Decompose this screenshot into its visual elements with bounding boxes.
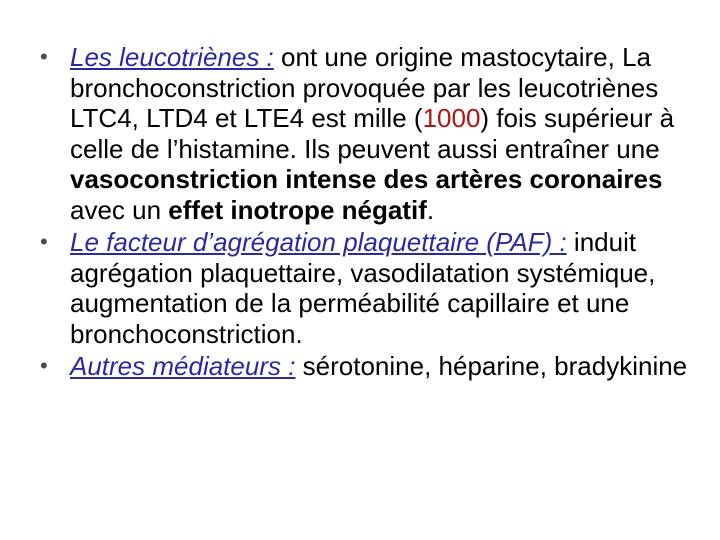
bullet-dot-icon: • xyxy=(40,353,48,378)
bullet-text: sérotonine, héparine, bradykinine xyxy=(295,351,688,381)
bullet-dot-icon: • xyxy=(40,229,48,254)
bullet-paf xyxy=(40,227,690,349)
bullet-leucotrienes xyxy=(40,42,690,225)
bullet-text: ) fois supérieur à celle de l’histamine. Ils peuvent aussi entraîner une xyxy=(70,103,675,164)
bullet-heading: Les leucotriènes : xyxy=(70,42,274,72)
bullet-heading: Le facteur d’agrégation plaquettaire (PAF) : xyxy=(70,227,567,257)
highlight-number: 1000 xyxy=(422,103,481,133)
bullet-text: avec un xyxy=(70,194,169,225)
bullet-text: ont une origine mastocytaire, La bronchoconstriction provoquée par les leucotriènes LTC4, LTD4 et LTE4 est mille ( xyxy=(70,42,659,133)
bullet-list xyxy=(40,42,690,384)
bullet-dot-icon: • xyxy=(40,44,48,69)
bullet-heading: Autres médiateurs : xyxy=(70,351,296,381)
bold-text: vasoconstriction intense des artères coronaires xyxy=(70,164,663,194)
bullet-text: . xyxy=(426,194,435,225)
bullet-text: induit agrégation plaquettaire, vasodilatation systémique, augmentation de la perméabilité capillaire et une bronchoconstriction. xyxy=(70,227,656,349)
bullet-autres-mediateurs xyxy=(40,351,690,382)
bold-text: effet inotrope négatif xyxy=(168,194,427,225)
